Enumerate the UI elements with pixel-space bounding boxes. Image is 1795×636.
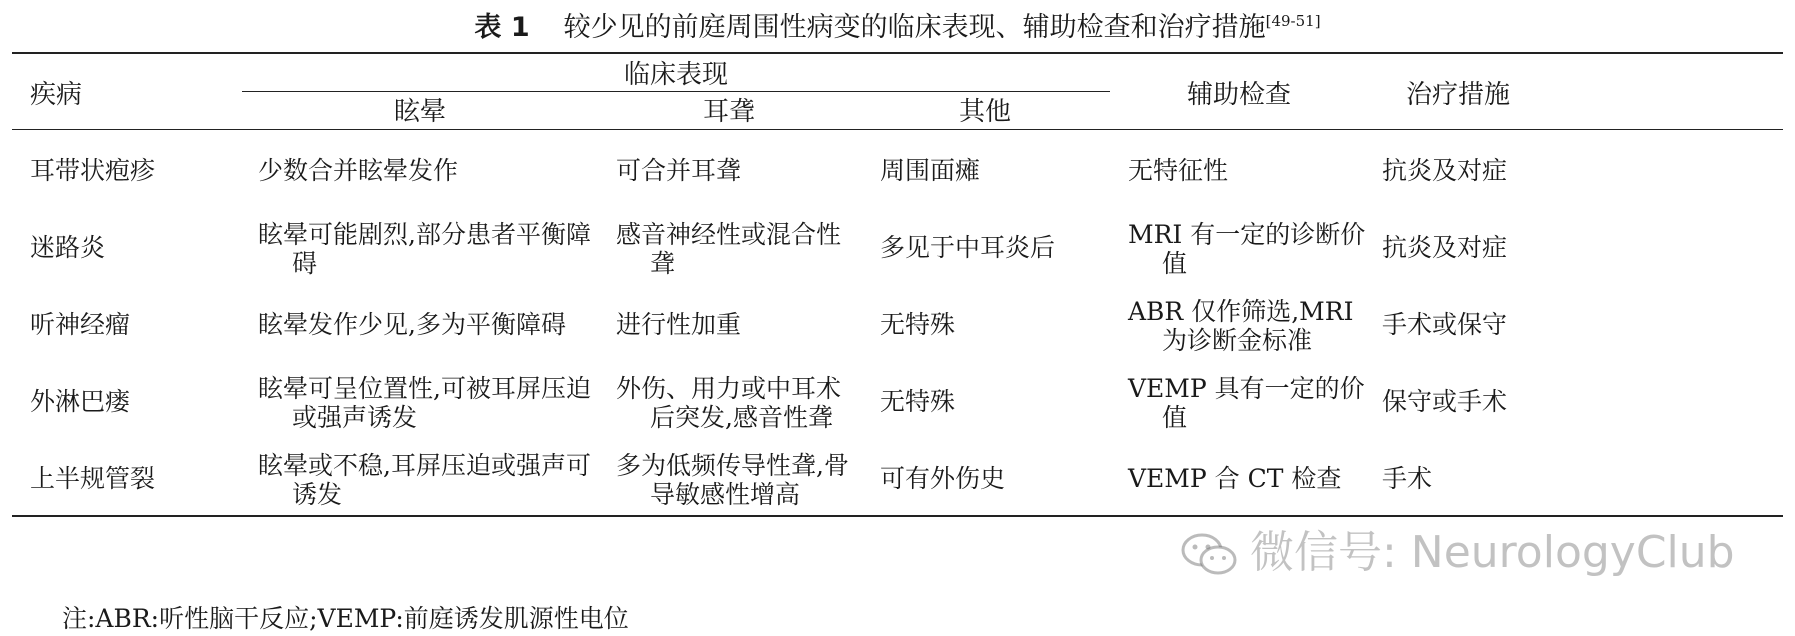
table-row-1-deafness: 可合并耳聋 — [616, 156, 742, 185]
table-row-3-exam: ABR 仅作筛选,MRI 为诊断金标准 — [1128, 297, 1354, 355]
table-row-4-other: 无特殊 — [880, 387, 956, 416]
table-caption — [0, 8, 1795, 48]
table-row-3-treatment: 手术或保守 — [1382, 310, 1508, 339]
table-row-2-exam: MRI 有一定的诊断价值 — [1128, 220, 1366, 278]
table-row-1-other: 周围面瘫 — [880, 156, 981, 185]
header-other: 其他 — [958, 97, 1011, 127]
table-row-1-vertigo: 少数合并眩晕发作 — [258, 156, 459, 185]
table-row-4-exam: VEMP 具有一定的价值 — [1128, 374, 1365, 432]
table-row-1-exam: 无特征性 — [1128, 156, 1229, 185]
table-row-4-treatment: 保守或手术 — [1382, 387, 1508, 416]
table-row-2-disease: 迷路炎 — [30, 233, 106, 262]
table-row-2-treatment: 抗炎及对症 — [1382, 233, 1508, 262]
table-row-5-deafness: 多为低频传导性聋,骨导敏感性增高 — [616, 451, 849, 509]
header-deafness: 耳聋 — [702, 97, 755, 127]
header-treatment: 治疗措施 — [1406, 80, 1511, 110]
table-row-4-disease: 外淋巴瘘 — [30, 387, 131, 416]
caption-reference: [49-51] — [1265, 12, 1321, 30]
caption-title: 较少见的前庭周围性病变的临床表现、辅助检查和治疗措施 — [563, 12, 1266, 43]
clinical-subheader-rule — [242, 91, 1110, 92]
header-clinical: 临床表现 — [623, 60, 728, 90]
top-rule — [12, 52, 1783, 54]
table-row-5-exam: VEMP 合 CT 检查 — [1128, 464, 1342, 493]
header-vertigo: 眩晕 — [393, 97, 446, 127]
table-row-2-vertigo: 眩晕可能剧烈,部分患者平衡障碍 — [258, 220, 591, 278]
header-bottom-rule — [12, 129, 1783, 130]
table-row-5-other: 可有外伤史 — [880, 464, 1006, 493]
table-row-5-disease: 上半规管裂 — [30, 464, 156, 493]
wechat-watermark — [1180, 518, 1740, 588]
table-row-1-disease: 耳带状疱疹 — [30, 156, 156, 185]
header-exam: 辅助检查 — [1186, 80, 1291, 110]
table-row-3-vertigo: 眩晕发作少见,多为平衡障碍 — [258, 310, 566, 339]
wechat-icon — [1180, 530, 1240, 580]
table-row-2-deafness: 感音神经性或混合性聋 — [616, 220, 842, 278]
table-note: 注:ABR:听性脑干反应;VEMP:前庭诱发肌源性电位 — [62, 604, 629, 633]
table-row-5-treatment: 手术 — [1382, 464, 1433, 493]
table-row-4-vertigo: 眩晕可呈位置性,可被耳屏压迫或强声诱发 — [258, 374, 591, 432]
watermark-text: 微信号: NeurologyClub — [1250, 527, 1735, 578]
caption-label: 表 1 — [474, 12, 530, 43]
bottom-rule — [12, 515, 1783, 517]
header-disease: 疾病 — [30, 80, 83, 110]
table-row-3-deafness: 进行性加重 — [616, 310, 742, 339]
table-row-3-disease: 听神经瘤 — [30, 310, 131, 339]
table-row-5-vertigo: 眩晕或不稳,耳屏压迫或强声可诱发 — [258, 451, 591, 509]
table-row-3-other: 无特殊 — [880, 310, 956, 339]
table-row-2-other: 多见于中耳炎后 — [880, 233, 1056, 262]
table-row-1-treatment: 抗炎及对症 — [1382, 156, 1508, 185]
table-row-4-deafness: 外伤、用力或中耳术后突发,感音性聋 — [616, 374, 842, 432]
